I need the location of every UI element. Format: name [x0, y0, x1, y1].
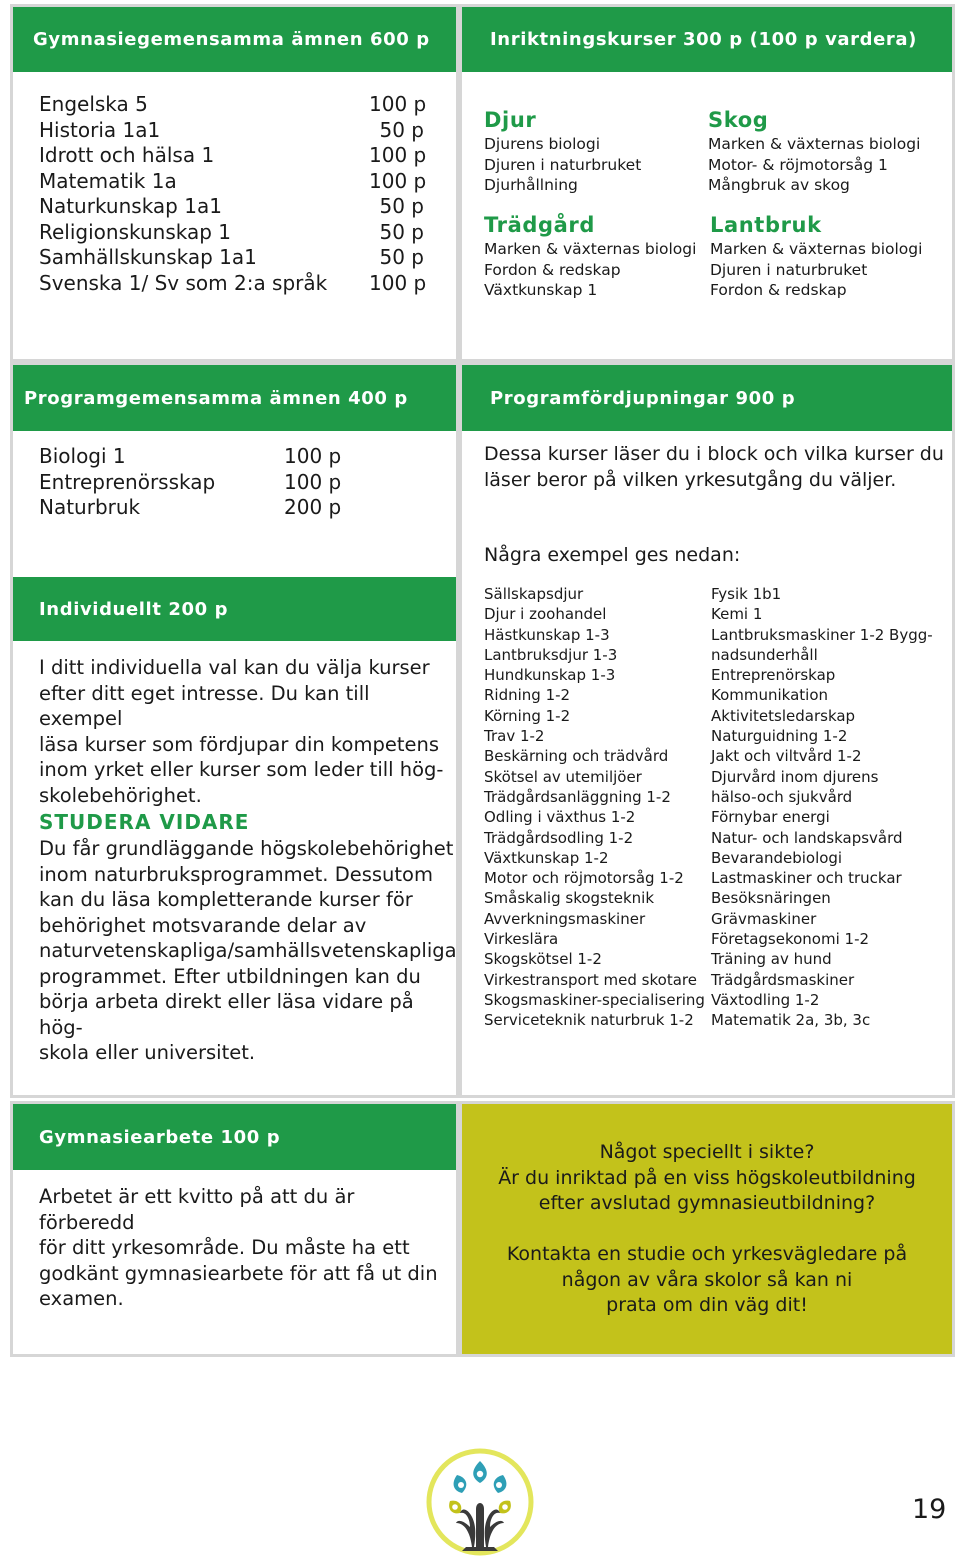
list-item: nadsunderhåll: [711, 645, 818, 664]
individuellt-heading: Individuellt 200 p: [13, 577, 456, 641]
text-line: behörighet motsvarande delar av: [39, 913, 367, 937]
course-points: 100 p: [369, 92, 427, 116]
course-name: Historia 1a1: [39, 117, 161, 142]
group-title: Skog: [708, 108, 769, 132]
group-title: Lantbruk: [710, 213, 822, 237]
tree-logo-icon: [426, 1447, 534, 1557]
list-item: Entreprenörskap: [711, 666, 836, 685]
callout-question: [462, 1140, 952, 1217]
list-item: Trädgårdsanläggning 1-2: [484, 787, 671, 806]
text-line: någon av våra skolor så kan ni: [561, 1268, 853, 1291]
text-line: Något speciellt i sikte?: [599, 1141, 815, 1163]
group-item: Marken & växternas biologi: [708, 135, 921, 153]
list-item: Trav 1-2: [484, 727, 545, 746]
course-name: Idrott och hälsa 1: [39, 143, 215, 167]
page-number: 19: [912, 1494, 947, 1525]
list-item: Förnybar energi: [711, 808, 830, 827]
text-line: prata om din väg dit!: [606, 1294, 808, 1316]
group-skog: [708, 108, 948, 196]
programgemensamma-course-points: [284, 444, 364, 521]
list-item: Hundkunskap 1-3: [484, 666, 616, 685]
gymnasiegemensamma-box: [10, 4, 459, 362]
gymnasiegemensamma-heading: Gymnasiegemensamma ämnen 600 p: [13, 7, 456, 72]
text-line: Kontakta en studie och yrkesvägledare på: [506, 1243, 908, 1265]
list-item: Odling i växthus 1-2: [484, 808, 636, 827]
text-line: inom naturbruksprogrammet. Dessutom: [39, 862, 433, 886]
course-name: Samhällskunskap 1a1: [39, 245, 257, 269]
group-item: Djurens biologi: [484, 135, 601, 153]
text-line: efter avslutad gymnasieutbildning?: [538, 1192, 876, 1214]
inriktningskurser-heading: Inriktningskurser 300 p (100 p vardera): [462, 7, 952, 72]
course-list-right: [711, 584, 951, 1031]
group-lantbruk: [710, 213, 950, 301]
list-item: Körning 1-2: [484, 706, 571, 725]
course-name: Religionskunskap 1: [39, 219, 232, 244]
list-item: Skogsmaskiner-specialisering: [484, 990, 705, 1009]
text-line: godkänt gymnasiearbete för att få ut din: [39, 1261, 438, 1285]
list-item: Jakt och viltvård 1-2: [711, 747, 862, 766]
list-item: Djur i zoohandel: [484, 605, 607, 624]
list-item: Växtkunskap 1-2: [484, 848, 609, 867]
list-item: Virkestransport med skotare: [484, 970, 697, 989]
course-name: Naturkunskap 1a1: [39, 194, 222, 218]
list-item: Motor och röjmotorsåg 1-2: [484, 869, 684, 888]
course-name: Biologi 1: [39, 444, 126, 468]
group-item: Mångbruk av skog: [708, 176, 850, 194]
list-item: Kommunikation: [711, 686, 829, 705]
group-djur: [484, 108, 704, 196]
course-name: Svenska 1/ Sv som 2:a språk: [39, 270, 328, 295]
text-line: programmet. Efter utbildningen kan du: [39, 964, 421, 988]
list-item: Grävmaskiner: [711, 909, 817, 928]
course-points: 50 p: [379, 245, 424, 269]
group-item: Marken & växternas biologi: [484, 240, 697, 258]
programgemensamma-heading: Programgemensamma ämnen 400 p: [13, 365, 456, 431]
list-item: Trädgårdsodling 1-2: [484, 828, 634, 847]
text-line: Är du inriktad på en viss högskoleutbildning: [498, 1166, 916, 1189]
course-points: 50 p: [379, 219, 424, 244]
gymnasiearbete-heading: Gymnasiearbete 100 p: [13, 1104, 456, 1170]
gymnasiearbete-box: [10, 1101, 459, 1357]
course-points: 200 p: [284, 495, 342, 519]
programgemensamma-individuellt-box: [10, 362, 459, 1098]
group-item: Fordon & redskap: [710, 281, 847, 299]
list-item: Lantbruksdjur 1-3: [484, 645, 618, 664]
list-item: Aktivitetsledarskap: [711, 706, 856, 725]
course-list-left: [484, 584, 708, 1031]
list-item: Skogskötsel 1-2: [484, 950, 602, 969]
text-line: för ditt yrkesområde. Du måste ha ett: [39, 1236, 410, 1259]
list-item: Kemi 1: [711, 605, 763, 624]
list-item: Bevarandebiologi: [711, 848, 843, 867]
text-line: efter ditt eget intresse. Du kan till exempel: [39, 681, 370, 730]
list-item: Lantbruksmaskiner 1-2 Bygg-: [711, 625, 933, 644]
group-tradgard: [484, 213, 704, 301]
course-points: 100 p: [369, 168, 427, 193]
list-item: Natur- och landskapsvård: [711, 828, 903, 847]
text-line: naturvetenskapliga/samhällsvetenskapliga: [39, 939, 457, 962]
course-name: Matematik 1a: [39, 168, 177, 193]
gymnasiegemensamma-course-points: [369, 92, 427, 296]
group-item: Fordon & redskap: [484, 260, 621, 279]
list-item: Beskärning och trädvård: [484, 747, 669, 766]
text-line: I ditt individuella val kan du välja kurser: [39, 656, 430, 679]
callout-contact: [462, 1242, 952, 1319]
list-item: Avverkningsmaskiner: [484, 909, 646, 928]
list-item: Djurvård inom djurens: [711, 767, 879, 786]
text-line: läsa kurser som fördjupar din kompetens: [39, 732, 439, 756]
course-name: Naturbruk: [39, 495, 141, 519]
programgemensamma-course-names: [39, 444, 284, 521]
individuellt-body: [39, 655, 454, 808]
course-points: 50 p: [379, 194, 424, 218]
inriktningskurser-box: [459, 4, 955, 362]
group-item: Marken & växternas biologi: [710, 240, 923, 258]
list-item: Ridning 1-2: [484, 686, 571, 705]
studera-vidare-body: [39, 836, 457, 1066]
list-item: Lastmaskiner och truckar: [711, 869, 902, 888]
list-item: Besöksnäringen: [711, 889, 831, 908]
group-title: Trädgård: [484, 213, 595, 237]
list-item: Växtodling 1-2: [711, 990, 820, 1009]
text-line: inom yrket eller kurser som leder till hög-: [39, 758, 444, 781]
text-line: Du får grundläggande högskolebehörighet: [39, 837, 454, 860]
text-line: skola eller universitet.: [39, 1041, 256, 1064]
course-name: Engelska 5: [39, 92, 148, 116]
programfordjupningar-intro: [484, 442, 954, 493]
list-item: Naturguidning 1-2: [711, 727, 848, 746]
text-line: skolebehörighet.: [39, 783, 202, 807]
list-item: Fysik 1b1: [711, 585, 782, 603]
gymnasiegemensamma-course-names: [39, 92, 369, 296]
course-points: 100 p: [369, 270, 427, 295]
list-item: Småskalig skogsteknik: [484, 889, 655, 908]
list-item: Trädgårdsmaskiner: [711, 970, 855, 989]
group-item: Motor- & röjmotorsåg 1: [708, 155, 888, 174]
text-line: läser beror på vilken yrkesutgång du väljer.: [484, 468, 897, 491]
course-points: 100 p: [284, 469, 342, 494]
group-item: Växtkunskap 1: [484, 281, 598, 299]
list-item: Sällskapsdjur: [484, 585, 584, 603]
text-line: Dessa kurser läser du i block och vilka kurser du: [484, 443, 944, 465]
course-name: Entreprenörsskap: [39, 469, 216, 494]
group-title: Djur: [484, 108, 537, 132]
list-item: hälso-och sjukvård: [711, 787, 853, 806]
list-item: Virkeslära: [484, 930, 559, 949]
programfordjupningar-heading: Programfördjupningar 900 p: [462, 365, 952, 431]
text-line: kan du läsa kompletterande kurser för: [39, 888, 413, 911]
course-points: 100 p: [369, 143, 427, 167]
list-item: Serviceteknik naturbruk 1-2: [484, 1011, 694, 1030]
gymnasiearbete-body: [39, 1184, 454, 1312]
course-points: 100 p: [284, 444, 342, 468]
course-points: 50 p: [379, 117, 424, 142]
list-item: Skötsel av utemiljöer: [484, 767, 642, 786]
list-item: Träning av hund: [711, 950, 832, 969]
text-line: Arbetet är ett kvitto på att du är förberedd: [39, 1185, 355, 1234]
list-item: Företagsekonomi 1-2: [711, 930, 870, 949]
studera-vidare-heading: STUDERA VIDARE: [39, 810, 250, 834]
text-line: examen.: [39, 1287, 124, 1310]
callout-box: [459, 1101, 955, 1357]
programfordjupningar-box: [459, 362, 955, 1098]
list-item: Matematik 2a, 3b, 3c: [711, 1011, 871, 1030]
group-item: Djuren i naturbruket: [484, 155, 642, 174]
group-item: Djurhållning: [484, 176, 578, 194]
group-item: Djuren i naturbruket: [710, 260, 868, 279]
examples-label: Några exempel ges nedan:: [484, 544, 741, 566]
list-item: Hästkunskap 1-3: [484, 625, 610, 644]
text-line: börja arbeta direkt eller läsa vidare på hög-: [39, 990, 414, 1039]
